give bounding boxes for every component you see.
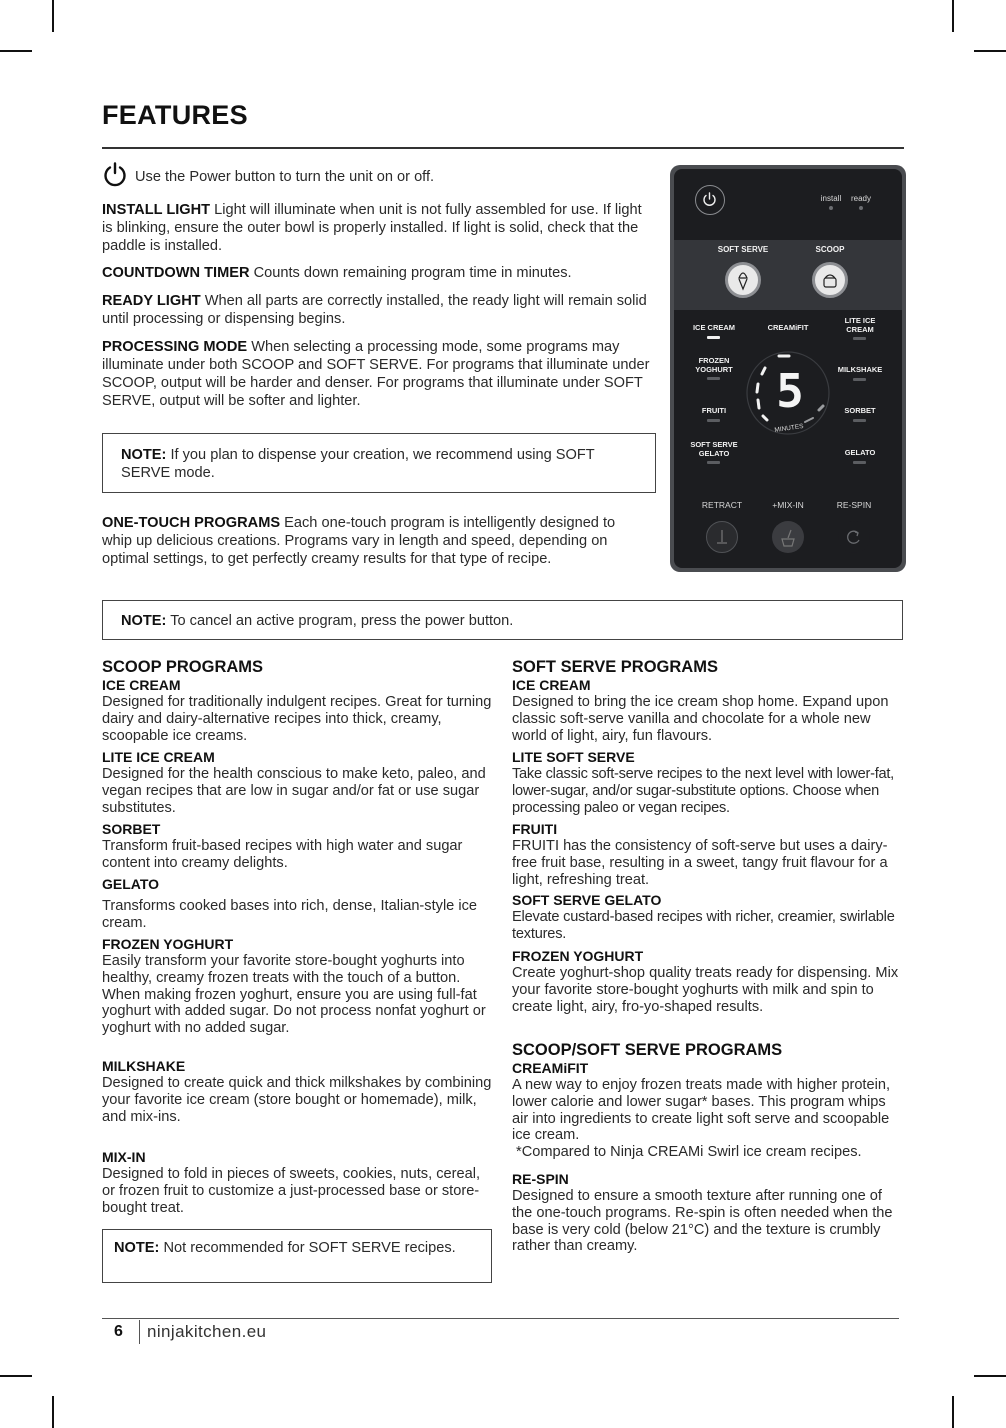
note-dispense: [102, 433, 656, 493]
one-touch-description: [102, 514, 637, 568]
countdown-text: Counts down remaining program time in minutes.: [249, 265, 572, 281]
re-spin-label: RE-SPIN: [836, 500, 872, 510]
lite-ice-cream-line-1: LITE ICE: [844, 316, 876, 325]
ready-indicator-dot: [859, 206, 863, 210]
program-text: Create yoghurt-shop quality treats ready for dispensing. Mix your favorite store-bought yoghurts with milk and spin to create light, airy, fro-yo-shaped results.: [512, 965, 899, 1015]
program-item: [512, 749, 902, 816]
frozen-yoghurt-line-2: YOGHURT: [695, 364, 733, 374]
program-fruiti-indicator: [707, 419, 720, 422]
program-text: Designed for the health conscious to make keto, paleo, and vegan recipes that are low in sugar and/or fat or use sugar substitutes.: [102, 766, 486, 816]
program-item: [102, 749, 492, 816]
note-dispense-text: If you plan to dispense your creation, we recommend using SOFT SERVE mode.: [121, 447, 595, 481]
crop-mark: [952, 0, 954, 32]
soft-serve-cone-icon: [728, 265, 758, 295]
soft-serve-mode-label: SOFT SERVE: [717, 245, 769, 254]
program-name: FRUITI: [512, 821, 558, 837]
page-title: FEATURES: [102, 100, 248, 130]
program-text: Transforms cooked bases into rich, dense, Italian-style ice cream.: [102, 898, 478, 931]
program-sorbet-indicator: [853, 419, 866, 422]
program-lite-ice-cream-indicator: [853, 337, 866, 340]
scoop-soft-serve-programs-section: [512, 1040, 902, 1255]
program-ice-cream-indicator: [707, 336, 720, 339]
note-label: NOTE:: [121, 613, 167, 629]
section-heading: SOFT SERVE PROGRAMS: [512, 658, 718, 676]
power-icon: [696, 186, 723, 213]
program-lite-ice-cream-label: [832, 317, 888, 334]
program-text: Designed to create quick and thick milkshakes by combining your favorite ice cream (store bought or homemade), milk, and mix-ins.: [102, 1075, 492, 1125]
program-text: Designed to bring the ice cream shop home. Expand upon classic soft-serve vanilla and chocolate for a whole new world of light, airy, fun flavours.: [512, 694, 889, 744]
install-light-text: Light will illuminate when unit is not fully assembled for use. If light is blinking, ensure the outer bowl is properly installed. If light is solid, check that the paddle is installed.: [102, 202, 642, 254]
mix-in-icon: [772, 521, 804, 553]
crop-mark: [52, 0, 54, 32]
program-item: [512, 948, 902, 1015]
program-frozen-yoghurt-indicator: [707, 377, 720, 380]
program-milkshake-indicator: [853, 378, 866, 381]
program-creamifit-label: CREAMiFIT: [767, 323, 809, 332]
program-text: A new way to enjoy frozen treats made with higher protein, lower calorie and lower sugar* bases. This program whips air into ingredients to create light soft serve and scoopable ice cream.: [512, 1077, 891, 1144]
frozen-yoghurt-line-1: FROZEN: [698, 356, 730, 365]
soft-serve-programs-section: [512, 657, 899, 1255]
program-name: ICE CREAM: [102, 677, 181, 693]
program-name: ICE CREAM: [512, 677, 591, 693]
program-gelato-label: GELATO: [844, 448, 876, 457]
crop-mark: [52, 1396, 54, 1428]
note-mixin-text: Not recommended for SOFT SERVE recipes.: [159, 1240, 456, 1256]
note-label: NOTE:: [114, 1240, 160, 1256]
program-name: MIX-IN: [102, 1149, 146, 1165]
program-item: [512, 677, 902, 744]
scoop-mode-label: SCOOP: [815, 245, 845, 254]
program-text: Elevate custard-based recipes with richer, creamier, swirlable textures.: [512, 909, 895, 942]
program-soft-serve-gelato-label: [684, 441, 744, 458]
note-label: NOTE:: [121, 447, 167, 463]
re-spin-icon: [838, 521, 870, 553]
note-cancel-text: To cancel an active program, press the power button.: [166, 613, 514, 629]
retract-icon: [707, 522, 737, 552]
soft-serve-gelato-line-1: SOFT SERVE: [690, 440, 738, 449]
program-ice-cream-label: ICE CREAM: [692, 323, 736, 332]
program-item: [102, 876, 492, 932]
program-text: Designed for traditionally indulgent recipes. Great for turning dairy and dairy-alternative recipes into thick, creamy, scoopable ice creams.: [102, 694, 492, 744]
one-touch-text: Each one-touch program is intelligently designed to whip up delicious creations. Programs vary in length and speed, depending on optimal settings, to get perfectly creamy results for that type of recipe.: [102, 515, 616, 567]
mix-in-button: [772, 521, 804, 553]
install-indicator-label: install: [820, 194, 842, 203]
scoop-programs-section: [102, 657, 492, 1216]
install-light-description: [102, 201, 652, 255]
program-text: Easily transform your favorite store-bought yoghurts into healthy, creamy frozen treats with the touch of a button. When making frozen yoghurt, ensure you are using full-fat yoghurt with added sugar. Do not process nonfat yoghurt or yoghurt with no added sugar.: [102, 953, 486, 1037]
program-item: [102, 821, 492, 872]
program-name: MILKSHAKE: [102, 1058, 186, 1074]
countdown-label: COUNTDOWN TIMER: [102, 265, 250, 281]
mix-in-label: +MIX-IN: [772, 500, 804, 510]
one-touch-label: ONE-TOUCH PROGRAMS: [102, 515, 281, 531]
program-item: [102, 677, 492, 744]
program-name: SOFT SERVE GELATO: [512, 892, 662, 908]
creamifit-footnote: *Compared to Ninja CREAMi Swirl ice cream recipes.: [512, 1144, 862, 1161]
program-text: Designed to ensure a smooth texture after running one of the one-touch programs. Re-spin is often needed when the base is very cold (below 21°C) and the texture is crumbly rather than creamy.: [512, 1187, 893, 1255]
minutes-label: MINUTES: [774, 422, 804, 435]
program-name: GELATO: [102, 876, 160, 892]
program-name: LITE ICE CREAM: [102, 749, 215, 765]
power-icon: [102, 161, 128, 187]
processing-mode-label: PROCESSING MODE: [102, 339, 248, 355]
program-name: RE-SPIN: [512, 1170, 569, 1187]
footer-separator: [139, 1320, 140, 1344]
program-text: Take classic soft-serve recipes to the next level with lower-fat, lower-sugar, and/or sugar-substitute options. Choose when processing paleo or vegan recipes.: [512, 766, 894, 816]
ready-light-description: [102, 292, 657, 328]
page-number: 6: [114, 1323, 123, 1340]
footer-url: ninjakitchen.eu: [147, 1322, 267, 1341]
footer-divider: [102, 1318, 899, 1319]
install-light-label: INSTALL LIGHT: [102, 202, 211, 218]
scoop-mode-button: [812, 262, 848, 298]
program-item: [512, 821, 902, 888]
program-soft-serve-gelato-indicator: [707, 461, 720, 464]
program-name: CREAMiFIT: [512, 1060, 589, 1076]
processing-mode-text: When selecting a processing mode, some programs may illuminate under both SCOOP and SOFT SERVE. For programs that illuminate under SCOOP, output will be harder and denser. For programs that illuminate under SOFT SERVE, output will be softer and lighter.: [102, 339, 650, 409]
crop-mark: [0, 1375, 32, 1377]
crop-mark: [952, 1396, 954, 1428]
lite-ice-cream-line-2: CREAM: [846, 324, 874, 334]
power-description: Use the Power button to turn the unit on or off.: [135, 169, 435, 185]
program-text: Designed to fold in pieces of sweets, cookies, nuts, cereal, or frozen fruit to customize a just-processed base or store-bought treat.: [102, 1166, 481, 1216]
re-spin-button: [838, 521, 870, 553]
soft-serve-mode-button: [725, 262, 761, 298]
program-name: SORBET: [102, 821, 161, 837]
ready-light-label: READY LIGHT: [102, 293, 201, 309]
retract-button: [706, 521, 738, 553]
ready-indicator-label: ready: [850, 194, 871, 203]
title-divider: [102, 147, 904, 149]
note-cancel: [102, 600, 903, 640]
program-item: [102, 1058, 492, 1125]
panel-power-button: [695, 185, 725, 215]
control-panel-illustration: [670, 165, 906, 572]
countdown-description: [102, 264, 662, 282]
program-item: [102, 936, 492, 1037]
program-milkshake-label: MILKSHAKE: [837, 365, 883, 374]
note-mixin: [102, 1229, 492, 1283]
program-item: [512, 892, 902, 943]
program-name: FROZEN YOGHURT: [512, 948, 644, 964]
program-fruiti-label: FRUITI: [701, 406, 727, 415]
soft-serve-gelato-line-2: GELATO: [698, 448, 730, 458]
ready-light-text: When all parts are correctly installed, the ready light will remain solid until processing or dispensing begins.: [102, 293, 647, 327]
section-heading: SCOOP PROGRAMS: [102, 658, 264, 676]
scoop-bowl-icon: [815, 265, 845, 295]
processing-mode-description: [102, 338, 657, 410]
program-sorbet-label: SORBET: [844, 406, 876, 415]
program-name: LITE SOFT SERVE: [512, 749, 635, 765]
program-name: FROZEN YOGHURT: [102, 936, 234, 952]
crop-mark: [0, 50, 32, 52]
program-text: Transform fruit-based recipes with high water and sugar content into creamy delights.: [102, 838, 463, 871]
section-heading: SCOOP/SOFT SERVE PROGRAMS: [512, 1041, 783, 1059]
crop-mark: [974, 50, 1006, 52]
countdown-digit: 5: [776, 364, 804, 418]
retract-label: RETRACT: [701, 500, 743, 510]
program-item: [102, 1149, 492, 1216]
install-indicator-dot: [829, 206, 833, 210]
program-text: FRUITI has the consistency of soft-serve but uses a dairy-free fruit base, resulting in a sweet, tangy fruit flavour for a light, refreshing treat.: [512, 838, 888, 888]
crop-mark: [974, 1375, 1006, 1377]
program-frozen-yoghurt-label: [686, 357, 742, 374]
program-gelato-indicator: [853, 461, 866, 464]
